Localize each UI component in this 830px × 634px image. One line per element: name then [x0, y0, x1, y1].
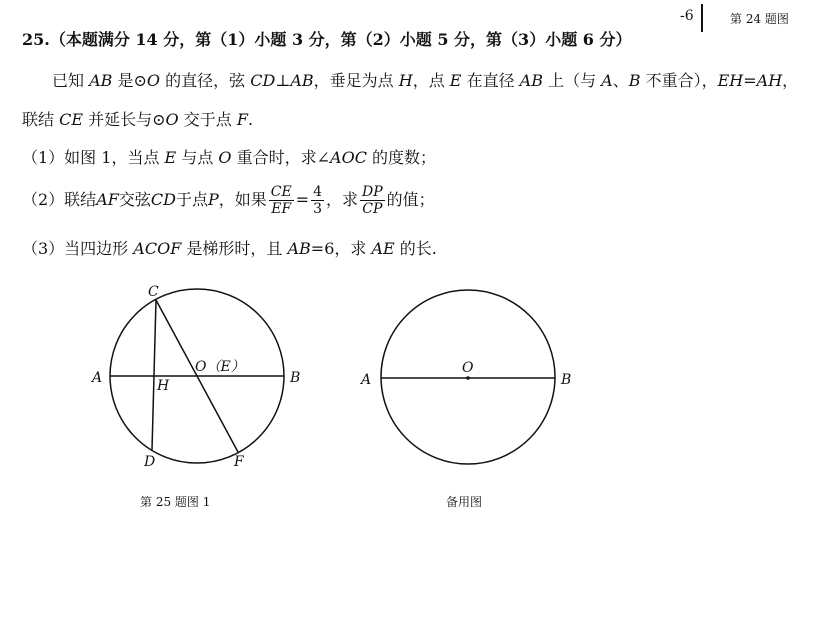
figure2-label-b: B [561, 372, 572, 388]
question-1: （1）如图 1，当点 E 与点 O 重合时，求∠AOC 的度数； [22, 148, 437, 167]
figure1-label-d: D [144, 454, 156, 470]
figure2-caption: 备用图 [446, 495, 483, 509]
problem-statement-line1: 已知 AB 是⊙O 的直径，弦 CD⊥AB，垂足为点 H，点 E 在直径 AB 上（与 A、B 不重合），EH=AH， [52, 71, 799, 90]
figure-24-reference: 第 24 题图 [730, 12, 789, 26]
figure2-label-a: A [361, 372, 372, 388]
figure1-caption: 第 25 题图 1 [140, 495, 211, 509]
figure1-label-b: B [290, 370, 301, 386]
figure1-label-a: A [92, 370, 103, 386]
fraction-dp-cp: $\frac{DP}{CP}$ [362, 183, 383, 217]
figure1-label-c: C [148, 284, 159, 300]
figure1-label-oe: O（E） [195, 359, 245, 375]
fraction-ce-ef: $\frac{CE}{EF}$ [270, 183, 292, 217]
figure2-label-o: O [462, 360, 474, 376]
figure2-center-point [466, 376, 470, 380]
figure-2 [359, 290, 571, 464]
page-number: -6 [680, 8, 694, 24]
question-3: （3）当四边形 ACOF 是梯形时，且 AB=6，求 AE 的长. [22, 239, 437, 258]
figure1-label-h: H [157, 378, 170, 394]
problem-statement-line2: 联结 CE 并延长与⊙O 交于点 F. [22, 110, 254, 129]
question-2: （2）联结 AF 交弦 CD 于点 P ，如果 $\frac{CE}{EF}$ = $\frac{4}{3}$ ，求 $\frac{DP}{CP}$ 的值； [22, 183, 435, 217]
problem-title: 25.（本题满分 14 分，第（1）小题 3 分，第（2）小题 5 分，第（3）小题 6 分） [22, 30, 632, 49]
fraction-4-3: $\frac{4}{3}$ [313, 183, 322, 217]
figure-1 [90, 284, 300, 470]
figure1-label-f: F [234, 454, 244, 470]
figure1-chord-cd [152, 300, 156, 450]
